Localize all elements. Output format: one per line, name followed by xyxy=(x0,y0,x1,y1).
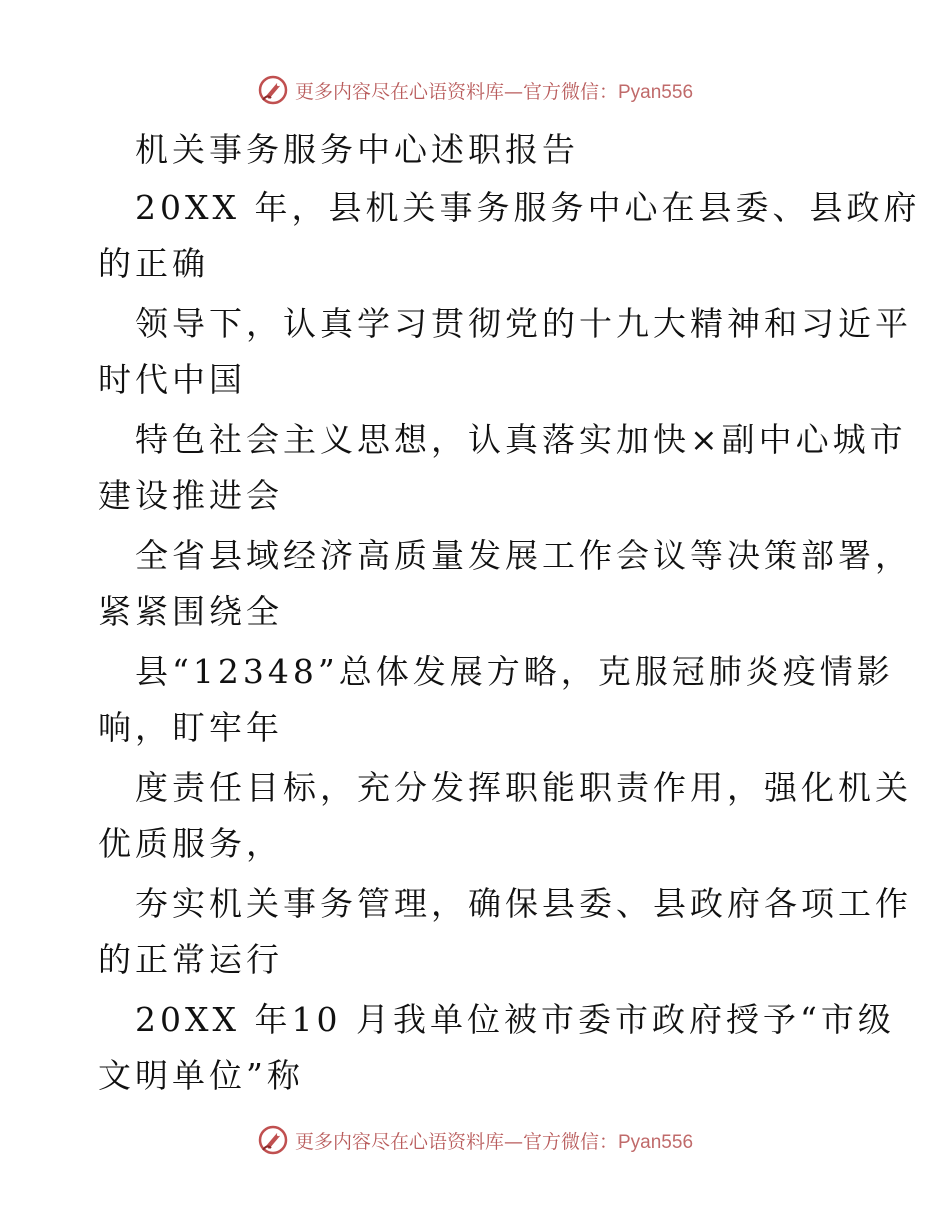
pen-nib-icon xyxy=(257,74,289,106)
paragraph-line: 时代中国 xyxy=(98,360,246,399)
paragraph-line: 文明单位”称 xyxy=(98,1056,304,1095)
watermark-wechat-id: Pyan556 xyxy=(618,81,694,103)
paragraph-line: 紧紧围绕全 xyxy=(98,592,283,631)
paragraph-line: 领导下，认真学习贯彻党的十九大精神和习近平 xyxy=(135,304,912,343)
watermark-wechat-id: Pyan556 xyxy=(618,1131,694,1153)
paragraph-line: 度责任目标，充分发挥职能职责作用，强化机关 xyxy=(135,768,912,807)
paragraph-line: 特色社会主义思想，认真落实加快×副中心城市 xyxy=(135,420,907,459)
paragraph-line: 建设推进会 xyxy=(98,476,283,515)
paragraph-line: 20XX 年10 月我单位被市委市政府授予“市级 xyxy=(135,1000,895,1039)
paragraph-line: 的正确 xyxy=(98,244,209,283)
paragraph-line: 优质服务， xyxy=(98,824,283,863)
watermark-cn-text: 更多内容尽在心语资料库—官方微信： xyxy=(294,1130,618,1153)
paragraph-line: 20XX 年，县机关事务服务中心在县委、县政府 xyxy=(135,188,921,227)
paragraph-line: 全省县域经济高质量发展工作会议等决策部署， xyxy=(135,536,912,575)
paragraph-line: 响，盯牢年 xyxy=(98,708,283,747)
footer-watermark xyxy=(0,1120,950,1160)
document-title: 机关事务服务中心述职报告 xyxy=(135,130,579,169)
header-watermark xyxy=(0,70,950,110)
paragraph-line: 县“12348”总体发展方略，克服冠肺炎疫情影 xyxy=(135,652,894,691)
pen-nib-icon xyxy=(257,1124,289,1156)
watermark-text xyxy=(295,77,693,104)
watermark-text xyxy=(295,1127,693,1154)
watermark-cn-text: 更多内容尽在心语资料库—官方微信： xyxy=(294,80,618,103)
paragraph-line: 夯实机关事务管理，确保县委、县政府各项工作 xyxy=(135,884,912,923)
paragraph-line: 的正常运行 xyxy=(98,940,283,979)
